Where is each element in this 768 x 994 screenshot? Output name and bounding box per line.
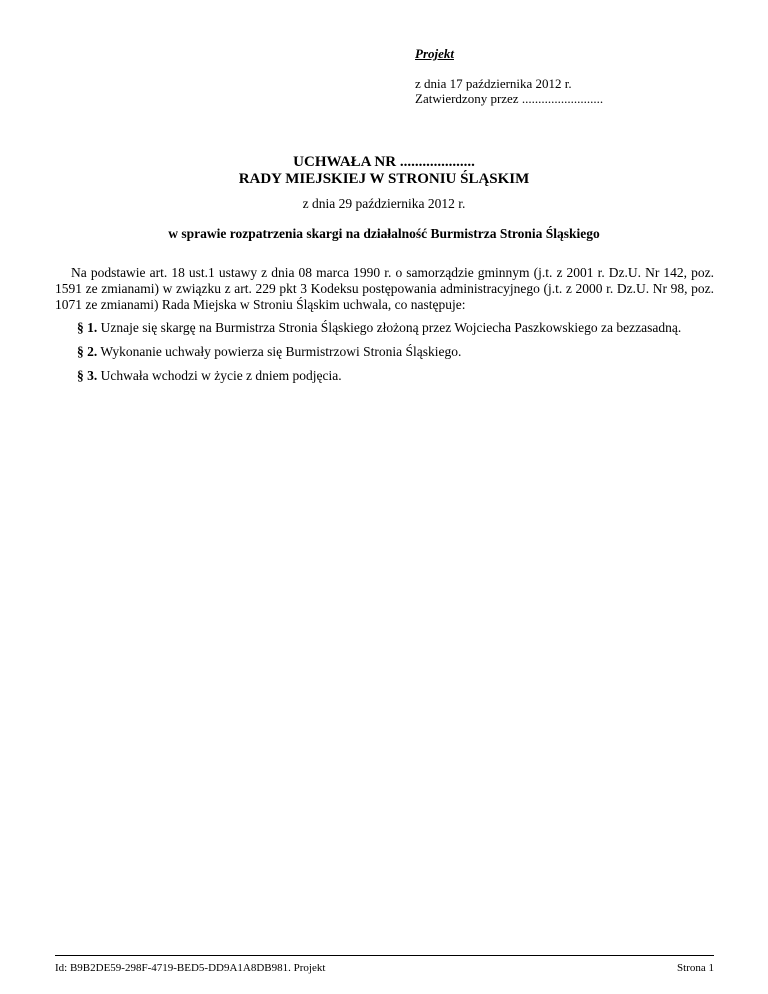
section-number: § 2.: [77, 344, 98, 359]
project-label: Projekt: [415, 46, 454, 61]
section-text: Wykonanie uchwały powierza się Burmistrzowi Stronia Śląskiego.: [100, 344, 462, 359]
footer-divider: [55, 955, 714, 956]
project-header: [415, 46, 603, 106]
section-number: § 1.: [77, 320, 98, 335]
section-text: Uchwała wchodzi w życie z dniem podjęcia.: [100, 368, 342, 383]
section-text: Uznaje się skargę na Burmistrza Stronia Śląskiego złożoną przez Wojciecha Paszkowskiego za bezzasadną.: [100, 320, 682, 335]
draft-date: z dnia 17 października 2012 r.: [415, 76, 572, 91]
section-1: [55, 320, 714, 336]
section-number: § 3.: [77, 368, 98, 383]
document-body: [55, 265, 714, 384]
resolution-subject-block: [0, 226, 768, 242]
resolution-title: [0, 154, 768, 188]
resolution-date-block: [0, 196, 768, 212]
section-3: [55, 368, 714, 384]
preamble: Na podstawie art. 18 ust.1 ustawy z dnia 08 marca 1990 r. o samorządzie gminnym (j.t. z 2001 r. Dz.U. Nr 142, poz. 1591 ze zmianami) w związku z art. 229 pkt 3 Kodeksu postępowania administracyjnego (j.t. z 2000 r. Dz.U. Nr 98, poz. 1071 ze zmianami) Rada Miejska w Stroniu Śląskim uchwala, co następuje:: [55, 265, 714, 312]
section-2: [55, 344, 714, 360]
resolution-date: z dnia 29 października 2012 r.: [302, 196, 466, 211]
council-name: RADY MIEJSKIEJ W STRONIU ŚLĄSKIM: [238, 171, 530, 187]
document-id: Id: B9B2DE59-298F-4719-BED5-DD9A1A8DB981. Projekt: [55, 962, 326, 974]
page-number: Strona 1: [677, 962, 714, 974]
resolution-number: UCHWAŁA NR ....................: [293, 154, 475, 170]
approved-by: Zatwierdzony przez .........................: [415, 91, 604, 106]
resolution-subject: w sprawie rozpatrzenia skargi na działalność Burmistrza Stronia Śląskiego: [168, 226, 600, 241]
